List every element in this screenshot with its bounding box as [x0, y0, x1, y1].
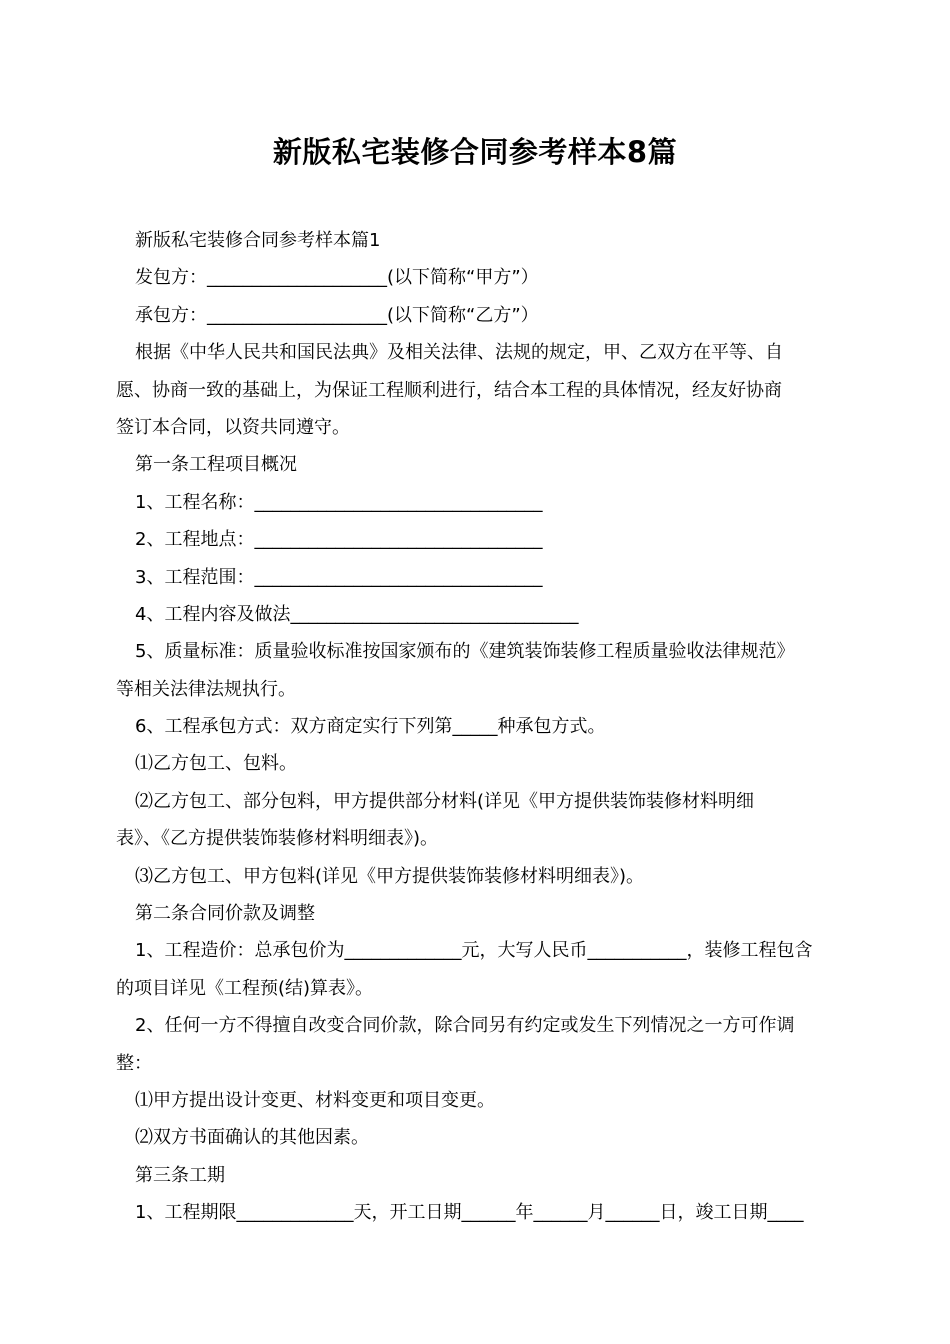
quality-standard-line-1: 5、质量标准：质量验收标准按国家颁布的《建筑装饰装修工程质量验收法律规范》 [135, 641, 795, 663]
price-adjust-option-1: ⑴甲方提出设计变更、材料变更和项目变更。 [135, 1089, 495, 1111]
document-body [116, 222, 836, 1232]
schedule-line: 1、工程期限_____________天，开工日期______年______月______日，竣工日期____ [135, 1202, 804, 1224]
article-1-heading: 第一条工程项目概况 [135, 454, 297, 476]
price-adjust-line-1: 2、任何一方不得擅自改变合同价款，除合同另有约定或发生下列情况之一方可作调 [135, 1015, 795, 1037]
contract-mode-option-2-line-1: ⑵乙方包工、部分包料，甲方提供部分材料(详见《甲方提供装饰装修材料明细 [135, 790, 755, 812]
price-adjust-line-2: 整： [116, 1052, 152, 1074]
section-heading-1: 新版私宅装修合同参考样本篇1 [135, 230, 381, 251]
preamble-line-3: 签订本合同，以资共同遵守。 [116, 416, 350, 438]
project-content-line: 4、工程内容及做法________________________________ [135, 603, 579, 625]
preamble-line-1: 根据《中华人民共和国民法典》及相关法律、法规的规定，甲、乙双方在平等、自 [135, 342, 783, 364]
party-b-line: 承包方：____________________(以下简称“乙方”） [135, 304, 539, 326]
contract-mode-option-3: ⑶乙方包工、甲方包料(详见《甲方提供装饰装修材料明细表》)。 [135, 865, 645, 887]
document-title: 新版私宅装修合同参考样本8篇 [272, 135, 678, 169]
preamble-line-2: 愿、协商一致的基础上，为保证工程顺利进行，结合本工程的具体情况，经友好协商 [116, 379, 782, 401]
project-scope-line: 3、工程范围：________________________________ [135, 566, 543, 588]
contract-mode-option-2-line-2: 表》、《乙方提供装饰装修材料明细表》)。 [116, 828, 439, 850]
project-cost-line-1: 1、工程造价：总承包价为_____________元，大写人民币___________，装修工程包含 [135, 940, 813, 962]
article-2-heading: 第二条合同价款及调整 [135, 903, 315, 925]
contract-mode-line: 6、工程承包方式：双方商定实行下列第_____种承包方式。 [135, 716, 606, 738]
party-a-line: 发包方：____________________(以下简称“甲方”） [135, 267, 539, 289]
contract-mode-option-1: ⑴乙方包工、包料。 [135, 753, 297, 775]
project-location-line: 2、工程地点：________________________________ [135, 529, 543, 551]
project-name-line: 1、工程名称：________________________________ [135, 491, 543, 513]
article-3-heading: 第三条工期 [135, 1164, 225, 1186]
project-cost-line-2: 的项目详见《工程预(结)算表》。 [116, 977, 374, 999]
quality-standard-line-2: 等相关法律法规执行。 [116, 678, 296, 700]
price-adjust-option-2: ⑵双方书面确认的其他因素。 [135, 1127, 369, 1149]
